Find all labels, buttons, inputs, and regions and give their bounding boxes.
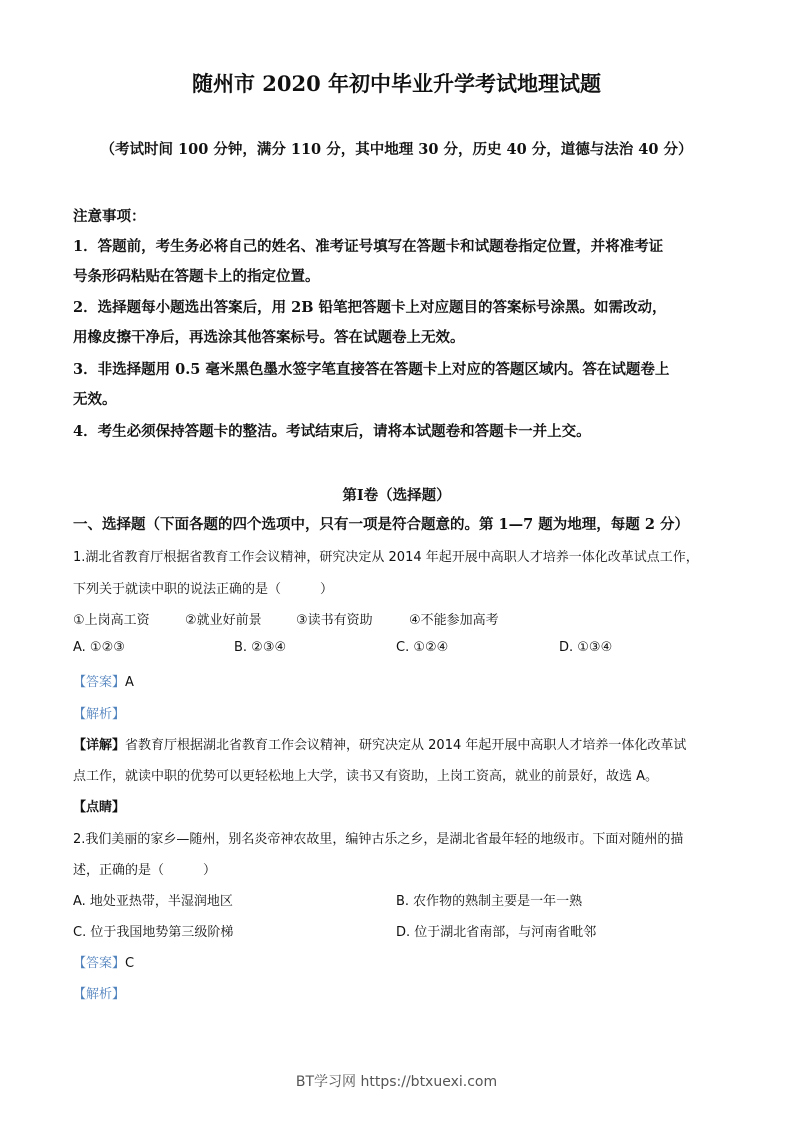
notice-line: 4．考生必须保持答题卡的整洁。考试结束后，请将本试题卷和答题卡一并上交。 — [73, 423, 591, 440]
section-instruction: 一、选择题（下面各题的四个选项中，只有一项是符合题意的。第 1—7 题为地理，每题 2 分） — [73, 516, 689, 533]
option-c: C. ①②④ — [396, 640, 449, 655]
option-b: B. ②③④ — [234, 640, 287, 655]
statement-4: ④不能参加高考 — [409, 613, 499, 628]
detail-label: 【详解】 — [73, 738, 126, 753]
answer-value: A — [125, 675, 134, 690]
answer-label: 【答案】 — [73, 956, 126, 971]
page-title: 随州市 2020 年初中毕业升学考试地理试题 — [191, 71, 602, 96]
detail-text: 省教育厅根据湖北省教育工作会议精神，研究决定从 2014 年起开展中高职人才培养一体化改革试 — [125, 738, 687, 753]
notice-heading: 注意事项： — [73, 208, 146, 225]
option-c: C. 位于我国地势第三级阶梯 — [73, 925, 234, 940]
answer-value: C — [125, 956, 135, 971]
analysis-label: 【解析】 — [73, 707, 126, 722]
notice-line: 3．非选择题用 0.5 毫米黑色墨水签字笔直接答在答题卡上对应的答题区域内。答在试题卷上 — [73, 361, 670, 378]
answer-row — [73, 952, 134, 971]
detail-row — [73, 734, 686, 753]
exam-info: （考试时间 100 分钟，满分 110 分，其中地理 30 分，历史 40 分，道德与法治 40 分） — [100, 141, 693, 158]
notice-line: 无效。 — [73, 391, 117, 408]
option-d: D. 位于湖北省南部，与河南省毗邻 — [396, 925, 597, 940]
question-stem: 1.湖北省教育厅根据省教育工作会议精神，研究决定从 2014 年起开展中高职人才培养一体化改革试点工作， — [73, 550, 699, 565]
section-title: 第Ⅰ卷（选择题） — [342, 487, 451, 504]
notice-line: 2．选择题每小题选出答案后，用 2B 铅笔把答题卡上对应题目的答案标号涂黑。如需改动， — [73, 299, 667, 316]
comment-label: 【点睛】 — [73, 800, 126, 815]
question-stem: 2.我们美丽的家乡—随州，别名炎帝神农故里，编钟古乐之乡，是湖北省最年轻的地级市。下面对随州的描 — [73, 832, 684, 847]
analysis-label: 【解析】 — [73, 987, 126, 1002]
statement-3: ③读书有资助 — [296, 613, 373, 628]
statement-2: ②就业好前景 — [185, 613, 262, 628]
notice-line: 1．答题前，考生务必将自己的姓名、准考证号填写在答题卡和试题卷指定位置，并将准考证 — [73, 238, 664, 255]
notice-line: 用橡皮擦干净后，再选涂其他答案标号。答在试题卷上无效。 — [73, 329, 465, 346]
answer-label: 【答案】 — [73, 675, 126, 690]
option-a: A. ①②③ — [73, 640, 125, 655]
footer-watermark: BT学习网 https://btxuexi.com — [295, 1074, 498, 1090]
answer-row — [73, 671, 134, 690]
question-stem: 下列关于就读中职的说法正确的是（ ） — [73, 582, 334, 597]
detail-text: 点工作，就读中职的优势可以更轻松地上大学，读书又有资助，上岗工资高，就业的前景好，故选 A。 — [73, 769, 659, 784]
option-d: D. ①③④ — [559, 640, 613, 655]
option-a: A. 地处亚热带，半湿润地区 — [73, 894, 233, 909]
option-b: B. 农作物的熟制主要是一年一熟 — [396, 894, 583, 909]
notice-line: 号条形码粘贴在答题卡上的指定位置。 — [73, 268, 320, 285]
question-stem: 述，正确的是（ ） — [73, 863, 217, 878]
statement-1: ①上岗高工资 — [73, 613, 150, 628]
